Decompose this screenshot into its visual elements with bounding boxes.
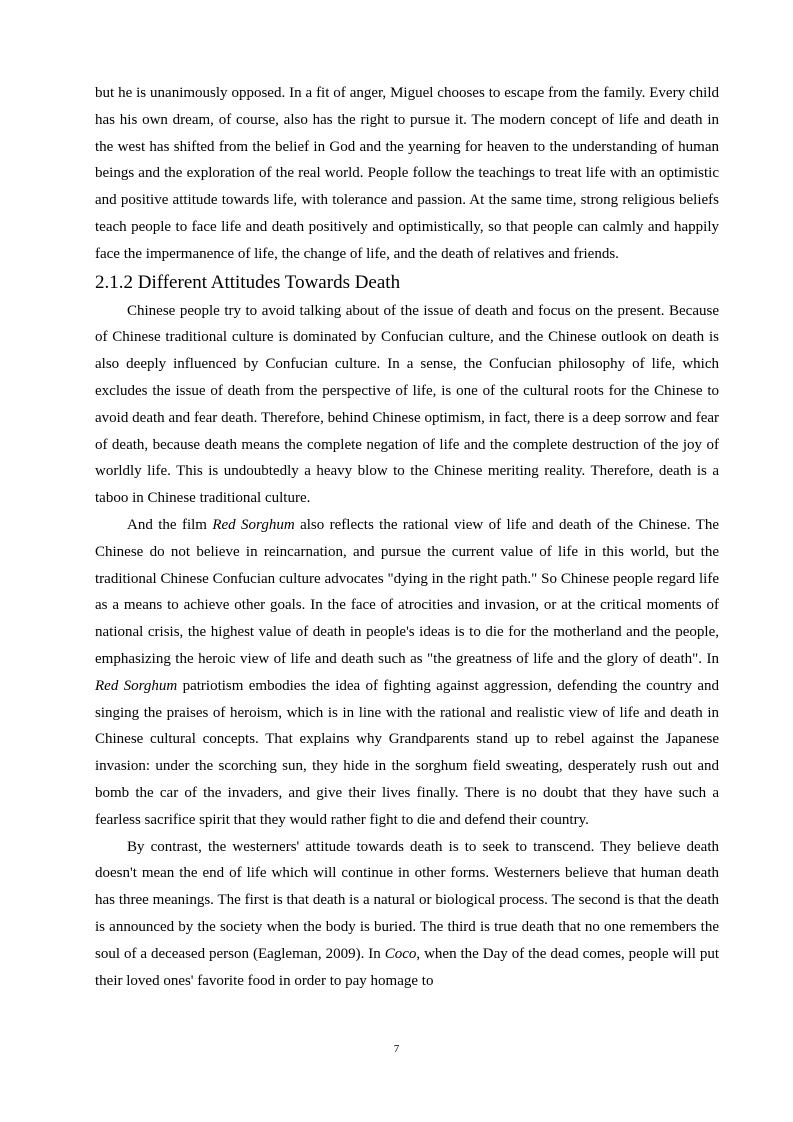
paragraph-chinese-avoid-death: Chinese people try to avoid talking about of the issue of death and focus on the present. Because of Chinese traditional culture is dominated by Confucian culture, and the Chinese outlook on death is also deeply influenced by Confucian culture. In a sense, the Confucian philosophy of life, which excludes the issue of death from the perspective of life, is one of the cultural roots for the Chinese to avoid death and fear death. Therefore, behind Chinese optimism, in fact, there is a deep sorrow and fear of death, because death means the complete negation of life and the complete destruction of the joy of worldly life. This is undoubtedly a heavy blow to the Chinese meriting reality. Therefore, death is a taboo in Chinese traditional culture.	[95, 302, 719, 507]
paragraph-red-sorghum	[95, 512, 719, 834]
paragraph-text: And the film	[127, 516, 213, 533]
paragraph-text: also reflects the rational view of life and death of the Chinese. The Chinese do not believe in reincarnation, and pursue the current value of life in this world, but the traditional Chinese Confucian culture advocates "dying in the right path." So Chinese people regard life as a means to achieve other goals. In the face of atrocities and invasion, or at the critical moments of national crisis, the highest value of death in people's ideas is to die for the motherland and the people, emphasizing the heroic view of life and death such as "the greatness of life and the glory of death". In	[95, 516, 719, 667]
section-heading: 2.1.2 Different Attitudes Towards Death	[95, 271, 401, 293]
paragraph-western-attitude	[95, 834, 719, 995]
paragraph-text: patriotism embodies the idea of fighting against aggression, defending the country and singing the praises of heroism, which is in line with the rational and realistic view of life and death in Chinese cultural concepts. That explains why Grandparents stand up to rebel against the Japanese invasion: under the scorching sun, they hide in the sorghum field sweating, desperately rush out and bomb the car of the invaders, and give their lives finally. There is no doubt that they have such a fearless sacrifice spirit that they would rather fight to die and defend their country.	[95, 677, 719, 828]
paragraph-miguel-west-concept: but he is unanimously opposed. In a fit of anger, Miguel chooses to escape from the family. Every child has his own dream, of course, also has the right to pursue it. The modern concept of life and death in the west has shifted from the belief in God and the yearning for heaven to the understanding of human beings and the exploration of the real world. People follow the teachings to treat life with an optimistic and positive attitude towards life, with tolerance and passion. At the same time, strong religious beliefs teach people to face life and death positively and optimistically, so that people can calmly and happily face the impermanence of life, the change of life, and the death of relatives and friends.	[95, 85, 719, 262]
paragraph-text: , when the Day of the dead comes, people will put their loved ones' favorite food in order to pay homage to	[95, 945, 719, 989]
page-number: 7	[393, 1043, 400, 1055]
body-text	[95, 80, 719, 994]
film-title: Red Sorghum	[212, 516, 295, 533]
paragraph-text: By contrast, the westerners' attitude towards death is to seek to transcend. They believe death doesn't mean the end of life which will continue in other forms. Westerners believe that human death has three meanings. The first is that death is a natural or biological process. The second is that the death is announced by the society when the body is buried. The third is true death that no one remembers the soul of a deceased person (Eagleman, 2009). In	[95, 838, 719, 962]
film-title: Coco	[384, 945, 417, 962]
film-title: Red Sorghum	[95, 677, 178, 694]
